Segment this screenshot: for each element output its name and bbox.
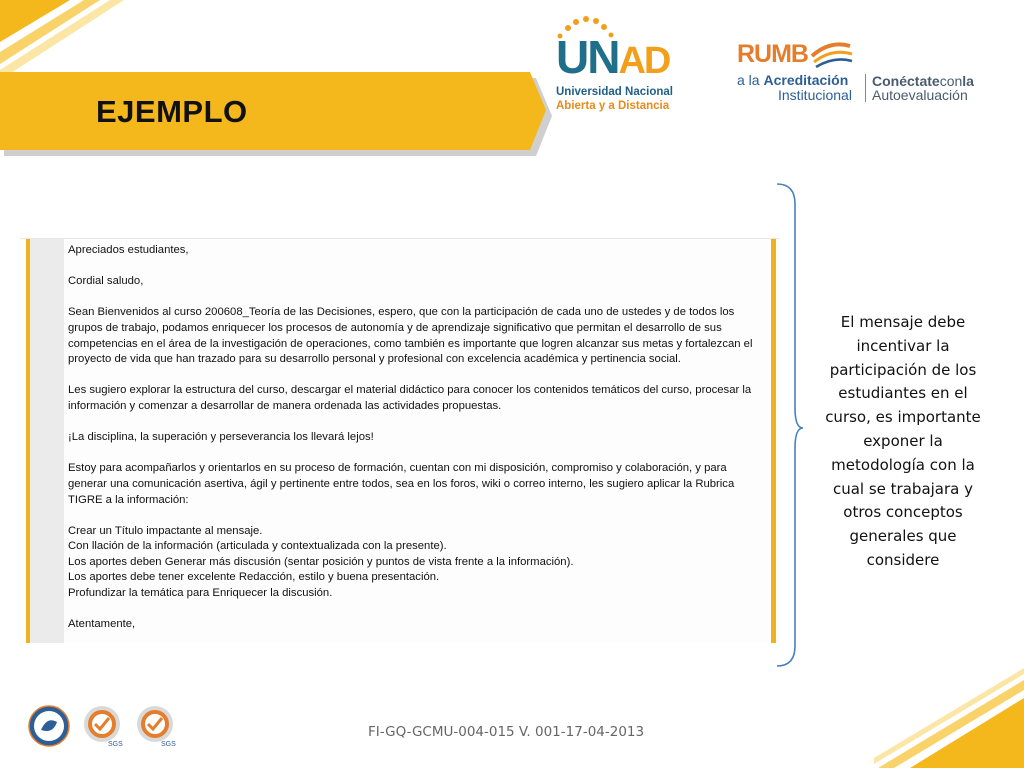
side-note: El mensaje debe incentivar la participación de los estudiantes en el curso, es importante exponer la metodología con la cual se trabajara y otros conceptos generales que considere bbox=[825, 313, 981, 569]
title-banner bbox=[0, 72, 548, 152]
email-closing: Atentamente, bbox=[68, 618, 136, 631]
email-gutter bbox=[30, 239, 64, 643]
email-screenshot bbox=[20, 238, 780, 643]
rumbo-line1: a la Acreditación bbox=[737, 72, 849, 88]
corner-ribbon-bottom-right bbox=[874, 668, 1024, 768]
conectate-line1: Conéctateconla bbox=[872, 73, 974, 89]
document-code: FI-GQ-GCMU-004-015 V. 001-17-04-2013 bbox=[368, 724, 645, 740]
unad-name-line1: Universidad Nacional bbox=[556, 86, 673, 98]
rumbo-logo: RUMB bbox=[737, 40, 808, 68]
sgs-certification-icon bbox=[133, 704, 177, 748]
conectate-line2: Autoevaluación bbox=[872, 87, 968, 103]
page-title: EJEMPLO bbox=[96, 94, 248, 129]
rubric-item: Con llación de la información (articulada y contextualizada con la presente). bbox=[68, 540, 447, 553]
rubric-item: Profundizar la temática para Enriquecer la discusión. bbox=[68, 587, 333, 600]
rumbo-line2: Institucional bbox=[778, 87, 852, 103]
svg-text:SGS: SGS bbox=[108, 741, 123, 748]
corner-ribbon-top-left bbox=[0, 0, 130, 80]
email-greeting: Apreciados estudiantes, bbox=[68, 244, 189, 256]
email-salutation: Cordial saludo, bbox=[68, 275, 144, 288]
right-curly-bracket bbox=[775, 180, 805, 670]
logo-separator bbox=[865, 74, 866, 102]
email-paragraph-welcome: Sean Bienvenidos al curso 200608_Teoría de las Decisiones, espero, que con la participación de cada uno de ustedes y de todos los grupos de trabajo, podamos enriquecer los procesos de autonomía y de aprendizaje significativo que permitan el desarrollo de sus competencias en el área de la investigación de operaciones, como también es importante que logren alcanzar sus metas y fortalezcan el proyecto de vida que han trazado para su desarrollo personal y profesional con excelencia académica y pertinencia social. bbox=[68, 306, 753, 366]
email-paragraph-support: Estoy para acompañarlos y orientarlos en su proceso de formación, cuentan con mi disposición, compromiso y colaboración, y para generar una comunicación asertiva, ágil y pertinente entre todos, sea en los foros, wiki o correo interno, les sugiero aplicar la Rubrica TIGRE a la información: bbox=[68, 462, 735, 506]
unad-name-line2: Abierta y a Distancia bbox=[556, 100, 670, 112]
email-rubric bbox=[68, 524, 768, 602]
rubric-item: Los aportes debe tener excelente Redacción, estilo y buena presentación. bbox=[68, 571, 440, 584]
certification-seal-icon bbox=[27, 704, 71, 748]
email-paragraph-motto: ¡La disciplina, la superación y perseverancia los llevará lejos! bbox=[68, 431, 374, 444]
sgs-certification-icon bbox=[80, 704, 124, 748]
rumbo-swoosh-icon bbox=[808, 36, 854, 68]
rubric-item: Crear un Título impactante al mensaje. bbox=[68, 524, 263, 537]
email-body bbox=[68, 243, 768, 648]
unad-logo: UNAD bbox=[556, 31, 670, 83]
rubric-item: Los aportes deben Generar más discusión (sentar posición y puntos de vista frente a la información). bbox=[68, 555, 574, 568]
svg-text:SGS: SGS bbox=[161, 741, 176, 748]
email-paragraph-explore: Les sugiero explorar la estructura del curso, descargar el material didáctico para conocer los contenidos temáticos del curso, procesar la información y comenzar a desarrollar de manera ordenada las actividades propuestas. bbox=[68, 384, 752, 412]
